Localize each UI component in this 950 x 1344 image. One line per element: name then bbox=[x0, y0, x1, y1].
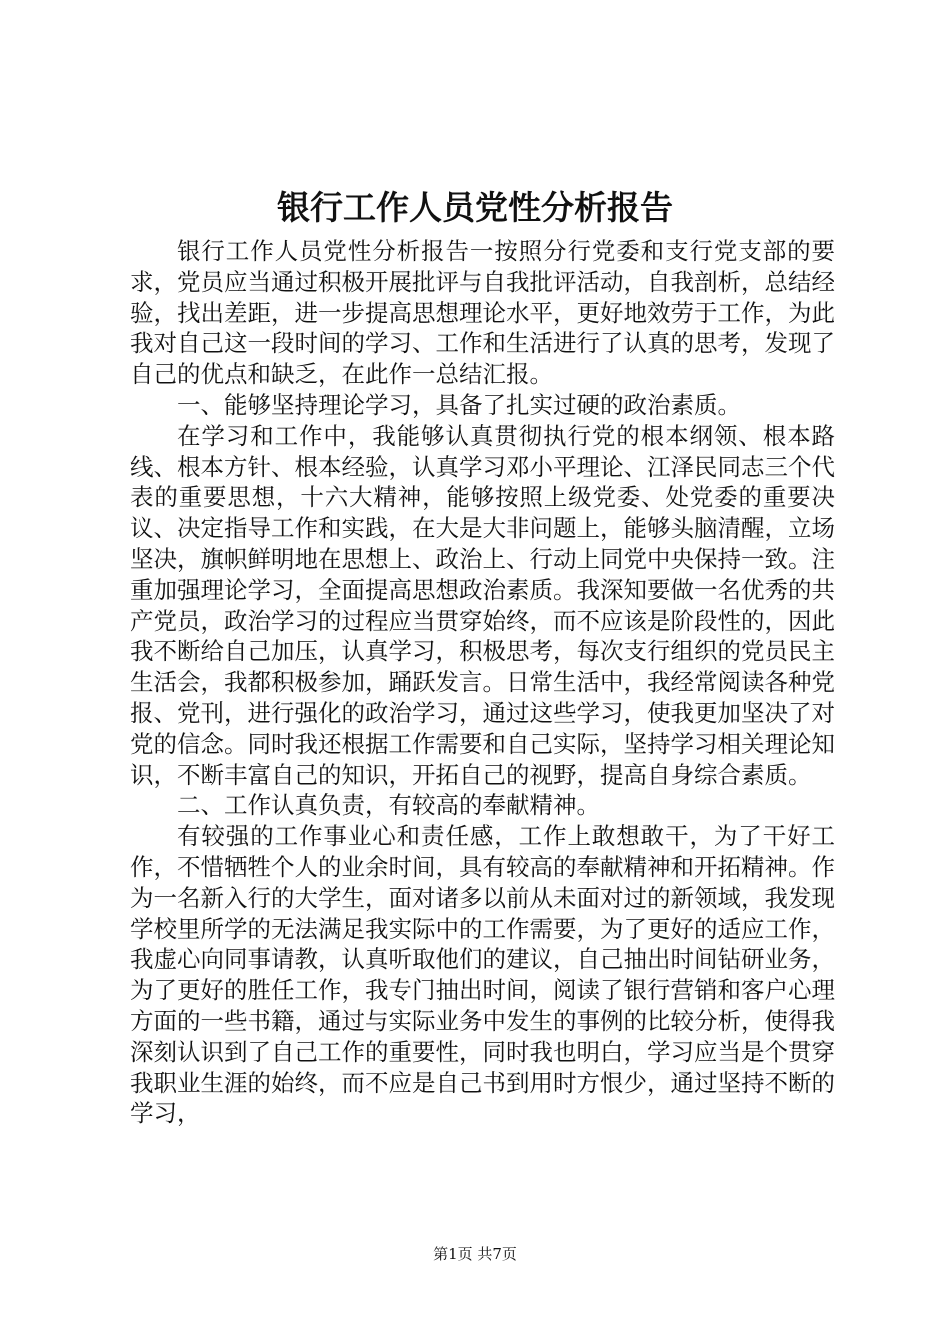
document-body bbox=[130, 236, 835, 1129]
paragraph-heading-2: 二、工作认真负责，有较高的奉献精神。 bbox=[177, 791, 600, 820]
paragraph-intro: 银行工作人员党性分析报告一按照分行党委和支行党支部的要求，党员应当通过积极开展批评与自我批评活动，自我剖析，总结经验，找出差距，进一步提高思想理论水平，更好地效劳于工作，为此我对自己这一段时间的学习、工作和生活进行了认真的思考，发现了自己的优点和缺乏，在此作一总结汇报。 bbox=[130, 237, 835, 389]
document-title: 银行工作人员党性分析报告 bbox=[277, 188, 673, 227]
page-footer: 第1页 共7页 bbox=[433, 1245, 517, 1263]
paragraph-work-dedication: 有较强的工作事业心和责任感，工作上敢想敢干，为了干好工作，不惜牺牲个人的业余时间，具有较高的奉献精神和开拓精神。作为一名新入行的大学生，面对诸多以前从未面对过的新领域，我发现学校里所学的无法满足我实际中的工作需要，为了更好的适应工作，我虚心向同事请教，认真听取他们的建议，自己抽出时间钻研业务，为了更好的胜任工作，我专门抽出时间，阅读了银行营销和客户心理方面的一些书籍，通过与实际业务中发生的事例的比较分析，使得我深刻认识到了自己工作的重要性，同时我也明白，学习应当是个贯穿我职业生涯的始终，而不应是自己书到用时方恨少，通过坚持不断的学习， bbox=[130, 822, 835, 1128]
paragraph-heading-1: 一、能够坚持理论学习，具备了扎实过硬的政治素质。 bbox=[177, 390, 741, 419]
paragraph-theory-study: 在学习和工作中，我能够认真贯彻执行党的根本纲领、根本路线、根本方针、根本经验，认真学习邓小平理论、江泽民同志三个代表的重要思想，十六大精神，能够按照上级党委、处党委的重要决议、决定指导工作和实践，在大是大非问题上，能够头脑清醒，立场坚决，旗帜鲜明地在思想上、政治上、行动上同党中央保持一致。注重加强理论学习，全面提高思想政治素质。我深知要做一名优秀的共产党员，政治学习的过程应当贯穿始终，而不应该是阶段性的，因此我不断给自己加压，认真学习，积极思考，每次支行组织的党员民主生活会，我都积极参加，踊跃发言。日常生活中，我经常阅读各种党报、党刊，进行强化的政治学习，通过这些学习，使我更加坚决了对党的信念。同时我还根据工作需要和自己实际，坚持学习相关理论知识，不断丰富自己的知识，开拓自己的视野，提高自身综合素质。 bbox=[130, 421, 835, 789]
